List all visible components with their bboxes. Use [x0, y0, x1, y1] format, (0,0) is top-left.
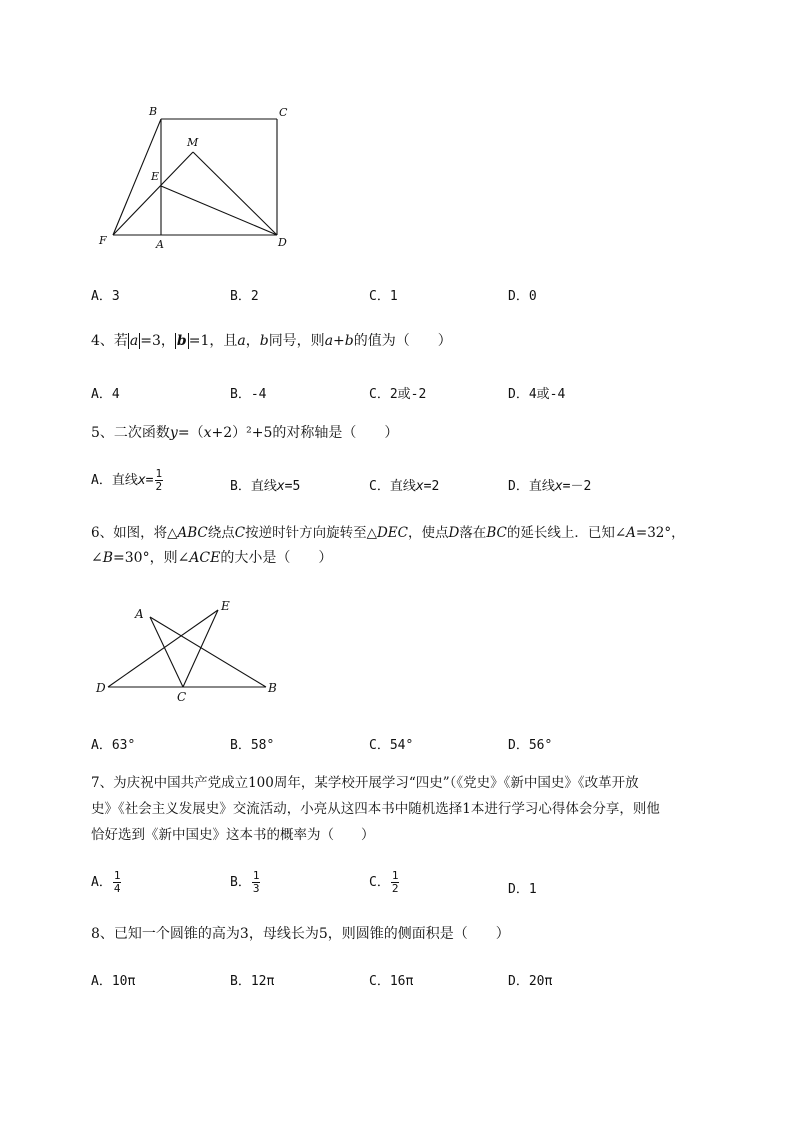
q5-option-b[interactable]: B．直线x=5	[230, 479, 301, 494]
segment-fm	[113, 152, 193, 235]
question-5-stem: 5、二次函数y=（x+2）²+5的对称轴是（ ）	[91, 425, 399, 441]
q6-option-b[interactable]: B．58°	[230, 738, 275, 753]
segment-md	[193, 152, 277, 235]
q5-option-d[interactable]: D．直线x=－2	[508, 479, 592, 494]
q5-option-c[interactable]: C．直线x=2	[369, 479, 440, 494]
label-m: M	[187, 136, 199, 149]
question-6-stem-line1: 6、如图，将△ABC绕点C按逆时针方向旋转至△DEC，使点D落在BC的延长线上．已知∠A=32°，	[91, 525, 685, 541]
q4-option-d[interactable]: D．4或-4	[508, 387, 566, 402]
q3-option-a[interactable]: A．3	[91, 289, 120, 304]
q3-option-b[interactable]: B．2	[230, 289, 259, 304]
fraction: $\frac{1}{2}$	[391, 869, 399, 895]
label-f: F	[99, 234, 107, 247]
q4-option-a[interactable]: A．4	[91, 387, 120, 402]
fraction: $\frac{1}{4}$	[113, 869, 121, 895]
question-4-stem: 4、若 a =3， b =1，且a，b同号，则a+b的值为（ ）	[91, 333, 452, 349]
label-a: A	[135, 607, 144, 621]
q4-option-b[interactable]: B．-4	[230, 387, 267, 402]
label-b: B	[149, 105, 158, 118]
segment-ab	[150, 617, 266, 687]
q3-option-d[interactable]: D．0	[508, 289, 537, 304]
q7-option-b[interactable]: B． $\frac{1}{3}$	[230, 869, 260, 895]
label-e: E	[151, 170, 160, 183]
q8-option-a[interactable]: A．10π	[91, 974, 136, 989]
q3-option-c[interactable]: C．1	[369, 289, 398, 304]
question-7-stem-line2: 史》《社会主义发展史》交流活动，小亮从这四本书中随机选择1本进行学习心得体会分享，则他	[91, 801, 660, 817]
label-d: D	[96, 681, 106, 695]
q8-option-c[interactable]: C．16π	[369, 974, 414, 989]
fraction: $\frac{1}{3}$	[252, 869, 260, 895]
segment-ed	[161, 186, 277, 235]
question-7-stem-line1: 7、为庆祝中国共产党成立100周年，某学校开展学习“四史”（《党史》《新中国史》《改革开放	[91, 775, 639, 791]
label-b: B	[268, 681, 277, 695]
question-7-stem-line3: 恰好选到《新中国史》这本书的概率为（ ）	[91, 827, 375, 843]
q6-option-d[interactable]: D．56°	[508, 738, 553, 753]
figure-square-diagram	[90, 100, 310, 260]
label-c: C	[279, 106, 288, 119]
label-c: C	[177, 690, 187, 704]
q5-option-a[interactable]: A．直线x= $\frac{1}{2}$	[91, 467, 163, 493]
q6-option-c[interactable]: C．54°	[369, 738, 414, 753]
label-a: A	[156, 238, 164, 251]
q4-option-c[interactable]: C．2或-2	[369, 387, 427, 402]
q7-option-d[interactable]: D．1	[508, 882, 537, 897]
label-d: D	[278, 236, 287, 249]
figure-rotation-diagram	[90, 595, 290, 705]
label-e: E	[221, 599, 230, 613]
segment-ec	[183, 610, 218, 687]
q8-option-d[interactable]: D．20π	[508, 974, 553, 989]
q7-option-c[interactable]: C． $\frac{1}{2}$	[369, 869, 399, 895]
q8-option-b[interactable]: B．12π	[230, 974, 275, 989]
fraction: $\frac{1}{2}$	[155, 467, 163, 493]
question-6-stem-line2: ∠B=30°，则∠ACE的大小是（ ）	[91, 550, 333, 566]
q6-option-a[interactable]: A．63°	[91, 738, 136, 753]
q7-option-a[interactable]: A． $\frac{1}{4}$	[91, 869, 121, 895]
question-8-stem: 8、已知一个圆锥的高为3，母线长为5，则圆锥的侧面积是（ ）	[91, 926, 510, 942]
